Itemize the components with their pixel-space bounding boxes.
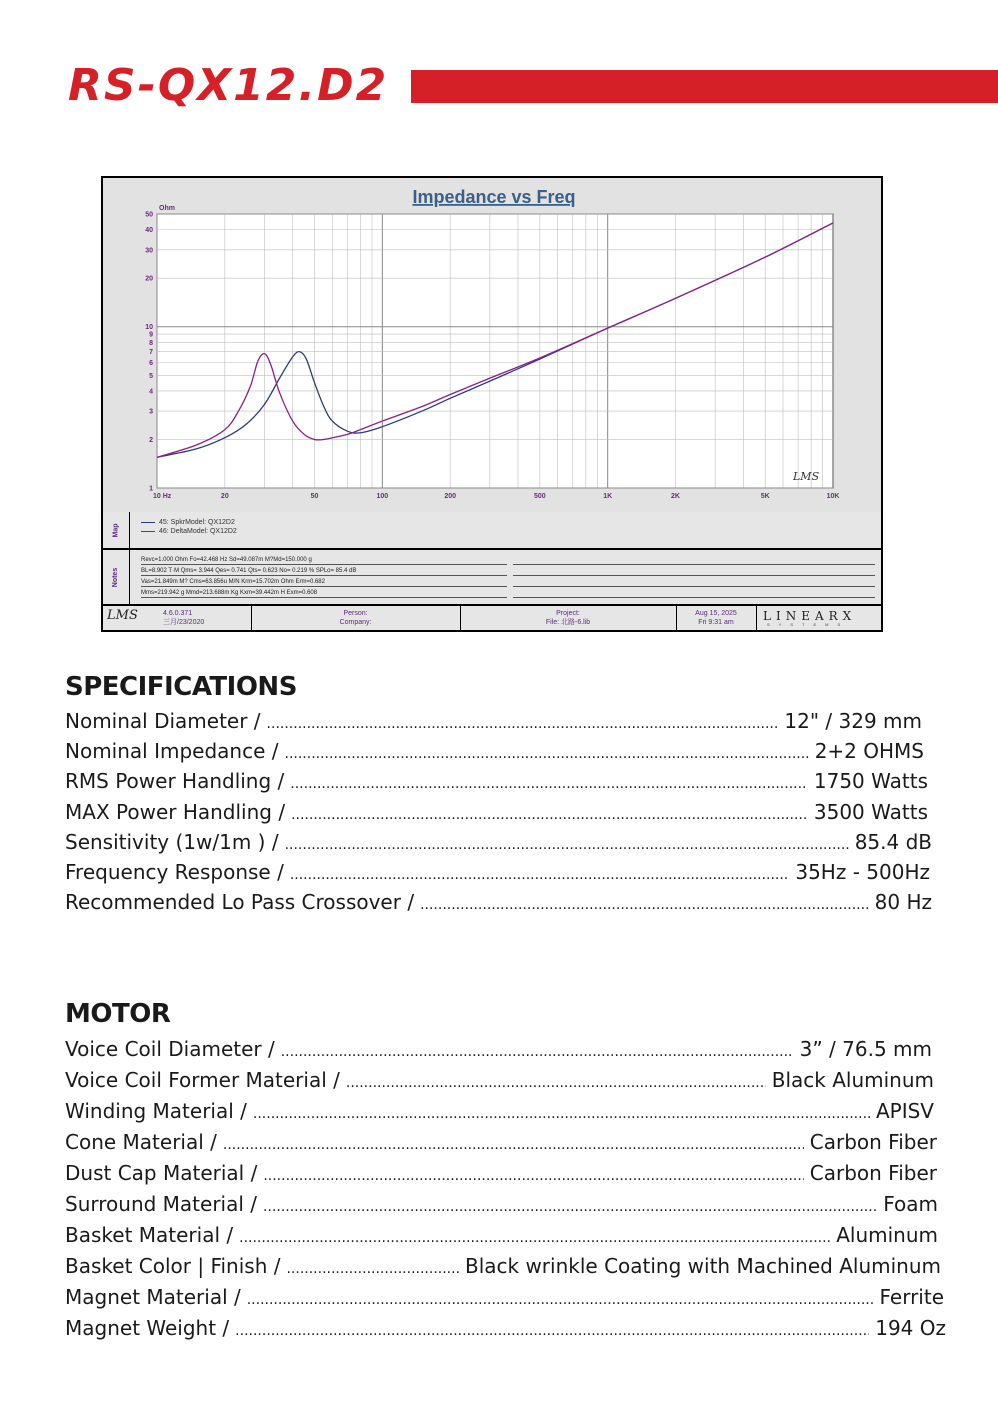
note-line: Revc=1.000 Ohm Fo=42.468 Hz Sd=49.087m M?Md=150.000 g	[141, 556, 507, 565]
motor-spec-value: Aluminum	[836, 1223, 938, 1247]
impedance-chart-svg	[103, 178, 881, 512]
y-tick-label: 7	[149, 349, 153, 357]
spec-value: 35Hz - 500Hz	[795, 860, 930, 884]
spec-row	[65, 768, 928, 797]
dot-leader	[420, 892, 869, 918]
y-tick-label: 8	[149, 339, 153, 347]
y-tick-label: 3	[149, 408, 153, 416]
y-tick-label: 30	[145, 247, 153, 255]
note-line: BL=8.902 T·M Qms= 3.944 Qes= 0.741 Qts= 0.623 No= 0.219 % SPLo= 85.4 dB	[141, 567, 507, 576]
dot-leader	[223, 1132, 804, 1158]
spec-row	[65, 859, 930, 888]
spec-value: 12" / 329 mm	[784, 709, 922, 733]
motor-spec-value: 3” / 76.5 mm	[799, 1037, 932, 1061]
x-tick-label: 2K	[671, 493, 680, 500]
footer-project-cell	[460, 606, 677, 630]
motor-spec-row	[65, 1315, 946, 1344]
y-tick-label: 40	[145, 227, 153, 235]
motor-spec-value: Ferrite	[879, 1285, 944, 1309]
footer-person-cell	[251, 606, 461, 630]
spec-label: MAX Power Handling /	[65, 799, 286, 824]
spec-row	[65, 889, 932, 918]
dot-leader	[253, 1101, 870, 1127]
y-tick-label: 5	[149, 372, 153, 380]
y-tick-label: 2	[149, 436, 153, 444]
linearx-logo: LINEARX	[763, 609, 857, 623]
footer-person-label: Person:	[343, 610, 368, 617]
y-axis-label: Ohm	[159, 205, 175, 212]
x-tick-label: 500	[533, 493, 546, 500]
legend-item-spkrmodel	[141, 519, 235, 526]
footer-version-cell	[103, 606, 252, 630]
motor-spec-row	[65, 1129, 937, 1158]
spec-row	[65, 738, 924, 767]
note-blank-line	[513, 556, 875, 565]
motor-spec-label: Winding Material /	[65, 1099, 247, 1123]
y-tick-label: 50	[145, 211, 153, 219]
spec-label: Sensitivity (1w/1m ) /	[65, 829, 279, 854]
spec-value: 3500 Watts	[813, 799, 928, 824]
footer-time: Fri 9:31 am	[698, 619, 734, 626]
legend-swatch	[141, 522, 155, 523]
notes-row	[103, 550, 881, 606]
motor-spec-value: Black wrinkle Coating with Machined Aluminum	[464, 1254, 941, 1278]
x-tick-label: 50	[310, 493, 319, 500]
note-blank-line	[513, 589, 875, 598]
notes-label: Notes	[103, 550, 130, 604]
spec-label: Nominal Diameter /	[65, 709, 261, 733]
footer-file-label: File: 北路-6.lib	[545, 619, 591, 626]
note-line: Vas=21.849m M? Cms=63.856u M/N Krm=15.702m Ohm Erm=0.682	[141, 578, 507, 587]
map-label: Map	[103, 512, 130, 548]
x-tick-label: 5K	[760, 493, 770, 500]
dot-leader	[285, 741, 809, 767]
motor-spec-label: Basket Color | Finish /	[65, 1254, 281, 1278]
motor-spec-label: Magnet Weight /	[65, 1316, 230, 1340]
motor-spec-row	[65, 1067, 934, 1096]
dot-leader	[267, 711, 779, 737]
spec-row	[65, 708, 922, 737]
footer-company-label: Company:	[339, 619, 372, 626]
y-tick-label: 9	[149, 331, 153, 339]
legend-item-deltamodel	[141, 528, 237, 535]
dot-leader	[263, 1163, 803, 1189]
dot-leader	[247, 1287, 874, 1313]
x-tick-label: 100	[376, 493, 389, 500]
motor-spec-value: Black Aluminum	[771, 1068, 934, 1092]
legend-label: 45: SpkrModel: QX12D2	[159, 519, 235, 526]
motor-spec-value: Carbon Fiber	[809, 1130, 937, 1154]
note-blank-line	[513, 567, 875, 576]
lms-logo: LMS	[107, 608, 138, 623]
dot-leader	[290, 771, 808, 797]
x-tick-label: 10 Hz	[153, 493, 172, 500]
x-tick-label: 1K	[603, 493, 613, 500]
dot-leader	[235, 1318, 869, 1344]
y-tick-label: 10	[145, 324, 153, 332]
x-tick-label: 200	[444, 493, 457, 500]
motor-spec-label: Voice Coil Diameter /	[65, 1037, 275, 1061]
dot-leader	[286, 1256, 459, 1282]
dot-leader	[281, 1039, 794, 1065]
spec-row	[65, 829, 932, 858]
y-tick-label: 1	[149, 485, 153, 493]
motor-spec-label: Surround Material /	[65, 1192, 258, 1216]
spec-label: Nominal Impedance /	[65, 739, 279, 764]
footer-version: 4.6.0.371	[163, 610, 193, 617]
lms-watermark: LMS	[793, 470, 820, 483]
x-tick-label: 10K	[826, 493, 840, 500]
spec-value: 2+2 OHMS	[814, 739, 924, 764]
motor-spec-label: Magnet Material /	[65, 1285, 241, 1309]
footer-date: Aug 15, 2025	[695, 610, 737, 617]
legend-swatch	[141, 531, 155, 532]
motor-spec-row	[65, 1284, 944, 1313]
motor-spec-value: Foam	[883, 1192, 938, 1216]
note-line: Mms=219.942 g Mmd=213.688m Kg Kxm=39.442m H Exm=0.608	[141, 589, 507, 598]
motor-spec-value: Carbon Fiber	[809, 1161, 937, 1185]
motor-spec-row	[65, 1160, 937, 1189]
motor-spec-label: Cone Material /	[65, 1130, 217, 1154]
footer-date-cell	[676, 606, 757, 630]
motor-spec-value: APISV	[875, 1099, 934, 1123]
spec-row	[65, 799, 928, 828]
motor-spec-label: Voice Coil Former Material /	[65, 1068, 340, 1092]
motor-spec-value: 194 Oz	[875, 1316, 946, 1340]
motor-spec-label: Basket Material /	[65, 1223, 234, 1247]
spec-value: 85.4 dB	[854, 829, 932, 854]
y-tick-label: 20	[145, 275, 153, 283]
linearx-logo-sub: SYSTEMS	[767, 622, 850, 627]
dot-leader	[263, 1194, 877, 1220]
motor-spec-row	[65, 1098, 934, 1127]
chart-title: Impedance vs Freq	[412, 187, 576, 207]
lms-report-panel	[101, 176, 883, 632]
map-row	[103, 512, 881, 550]
footer-build-date: 三月/23/2020	[163, 619, 205, 626]
plot-area	[157, 214, 833, 488]
motor-heading: MOTOR	[65, 999, 171, 1029]
spec-value: 1750 Watts	[813, 769, 928, 794]
motor-spec-row	[65, 1036, 932, 1065]
y-tick-label: 4	[149, 388, 153, 396]
legend-label: 46: DeltaModel: QX12D2	[159, 528, 237, 535]
dot-leader	[346, 1070, 766, 1096]
note-blank-line	[513, 578, 875, 587]
motor-spec-row	[65, 1222, 938, 1251]
title-accent-bar	[411, 70, 998, 103]
dot-leader	[290, 862, 790, 888]
footer-project-label: Project:	[556, 610, 580, 617]
dot-leader	[291, 802, 808, 828]
dot-leader	[285, 832, 849, 858]
spec-label: RMS Power Handling /	[65, 769, 285, 794]
specifications-heading: SPECIFICATIONS	[65, 672, 297, 702]
spec-label: Recommended Lo Pass Crossover /	[65, 890, 415, 915]
impedance-chart	[103, 178, 881, 514]
product-title: RS-QX12.D2	[68, 60, 389, 111]
dot-leader	[239, 1225, 830, 1251]
y-tick-label: 6	[149, 360, 153, 368]
motor-spec-label: Dust Cap Material /	[65, 1161, 258, 1185]
motor-spec-row	[65, 1253, 941, 1282]
lms-footer	[103, 606, 881, 630]
spec-label: Frequency Response /	[65, 860, 284, 884]
motor-spec-row	[65, 1191, 938, 1220]
x-tick-label: 20	[220, 493, 229, 500]
spec-value: 80 Hz	[874, 890, 932, 915]
